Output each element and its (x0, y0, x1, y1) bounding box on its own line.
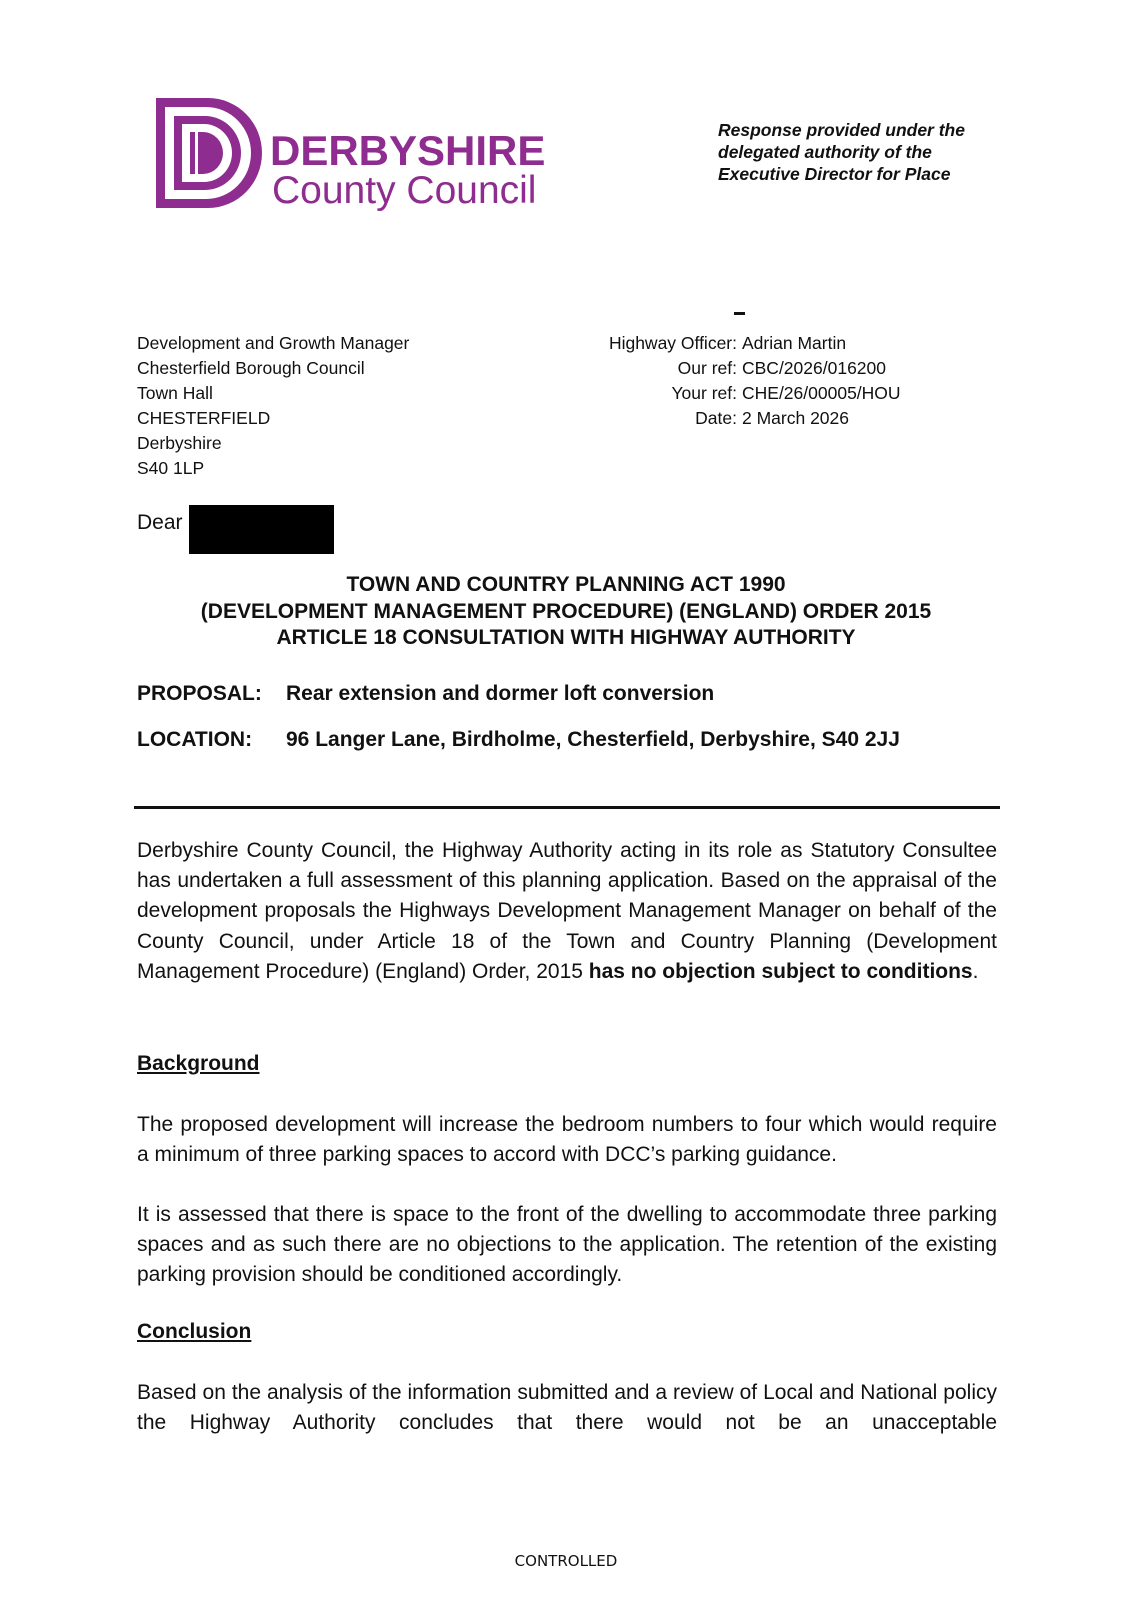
location-row (137, 728, 900, 752)
act-title-line: (DEVELOPMENT MANAGEMENT PROCEDURE) (ENGLAND) ORDER 2015 (200, 599, 932, 623)
salutation: Dear (137, 511, 183, 534)
reference-block (560, 331, 901, 431)
logo-subtitle: County Council (272, 169, 537, 212)
ref-value: 2 March 2026 (742, 408, 850, 428)
authority-note: Response provided under the delegated authority of the Executive Director for Place (718, 120, 965, 184)
address-line: Development and Growth Manager (137, 333, 410, 353)
act-title-line: ARTICLE 18 CONSULTATION WITH HIGHWAY AUTHORITY (276, 626, 856, 649)
ref-value: CHE/26/00005/HOU (742, 383, 901, 403)
act-title-line: TOWN AND COUNTRY PLANNING ACT 1990 (346, 573, 786, 596)
conclusion-paragraph: Based on the analysis of the information submitted and a review of Local and National policy the Highway Authority concludes that there would not be an unacceptable (137, 1381, 997, 1435)
ref-label: Your ref: (671, 383, 737, 403)
intro-bold-text: has no objection subject to conditions (588, 959, 973, 983)
ref-highway-officer (560, 331, 901, 356)
horizontal-rule (134, 806, 1000, 809)
intro-end-text: . (972, 959, 979, 983)
proposal-row (137, 682, 714, 706)
address-line: CHESTERFIELD (137, 408, 271, 428)
ref-value: Adrian Martin (742, 333, 847, 353)
council-logo (156, 98, 576, 218)
ref-our-ref (560, 356, 901, 381)
location-value: 96 Langer Lane, Birdholme, Chesterfield, Derbyshire, S40 2JJ (286, 728, 900, 751)
background-heading: Background (137, 1052, 260, 1075)
ref-label: Our ref: (677, 358, 737, 378)
act-title (0, 572, 1132, 652)
background-paragraph-1: The proposed development will increase the bedroom numbers to four which would require a minimum of three parking spaces to accord with DCC’s parking guidance. (137, 1113, 997, 1167)
background-paragraph-2: It is assessed that there is space to the front of the dwelling to accommodate three parking spaces and as such there are no objections to the application. The retention of the existing parking provision should be conditioned accordingly. (137, 1203, 997, 1287)
ref-label: Highway Officer: (608, 333, 737, 353)
address-line: Derbyshire (137, 433, 222, 453)
proposal-value: Rear extension and dormer loft conversion (286, 682, 715, 705)
ref-date (560, 406, 901, 431)
footer-classification: CONTROLLED (514, 1552, 618, 1570)
location-label: LOCATION: (137, 728, 253, 751)
intro-text: Derbyshire County Council, the Highway Authority acting in its role as Statutory Consultee has undertaken a full assessment of this planning application. Based on the appraisal of the development proposals the Highways Development Management Manager on behalf of the County Council, under Article 18 of the Town and Country Planning (Development Management Procedure) (England) Order, 2015 (137, 839, 997, 983)
address-line: Town Hall (137, 383, 213, 403)
address-line: S40 1LP (137, 458, 205, 478)
proposal-label: PROPOSAL: (137, 682, 262, 705)
ref-your-ref (560, 381, 901, 406)
recipient-address (137, 331, 409, 481)
address-line: Chesterfield Borough Council (137, 358, 365, 378)
derbyshire-d-logo-icon (156, 98, 264, 208)
logo-name: DERBYSHIRE (270, 127, 546, 174)
divider-mark (734, 312, 745, 315)
redaction-box (189, 505, 334, 554)
intro-paragraph (137, 836, 997, 987)
ref-label: Date: (695, 408, 737, 428)
ref-value: CBC/2026/016200 (742, 358, 886, 378)
conclusion-heading: Conclusion (137, 1320, 252, 1343)
